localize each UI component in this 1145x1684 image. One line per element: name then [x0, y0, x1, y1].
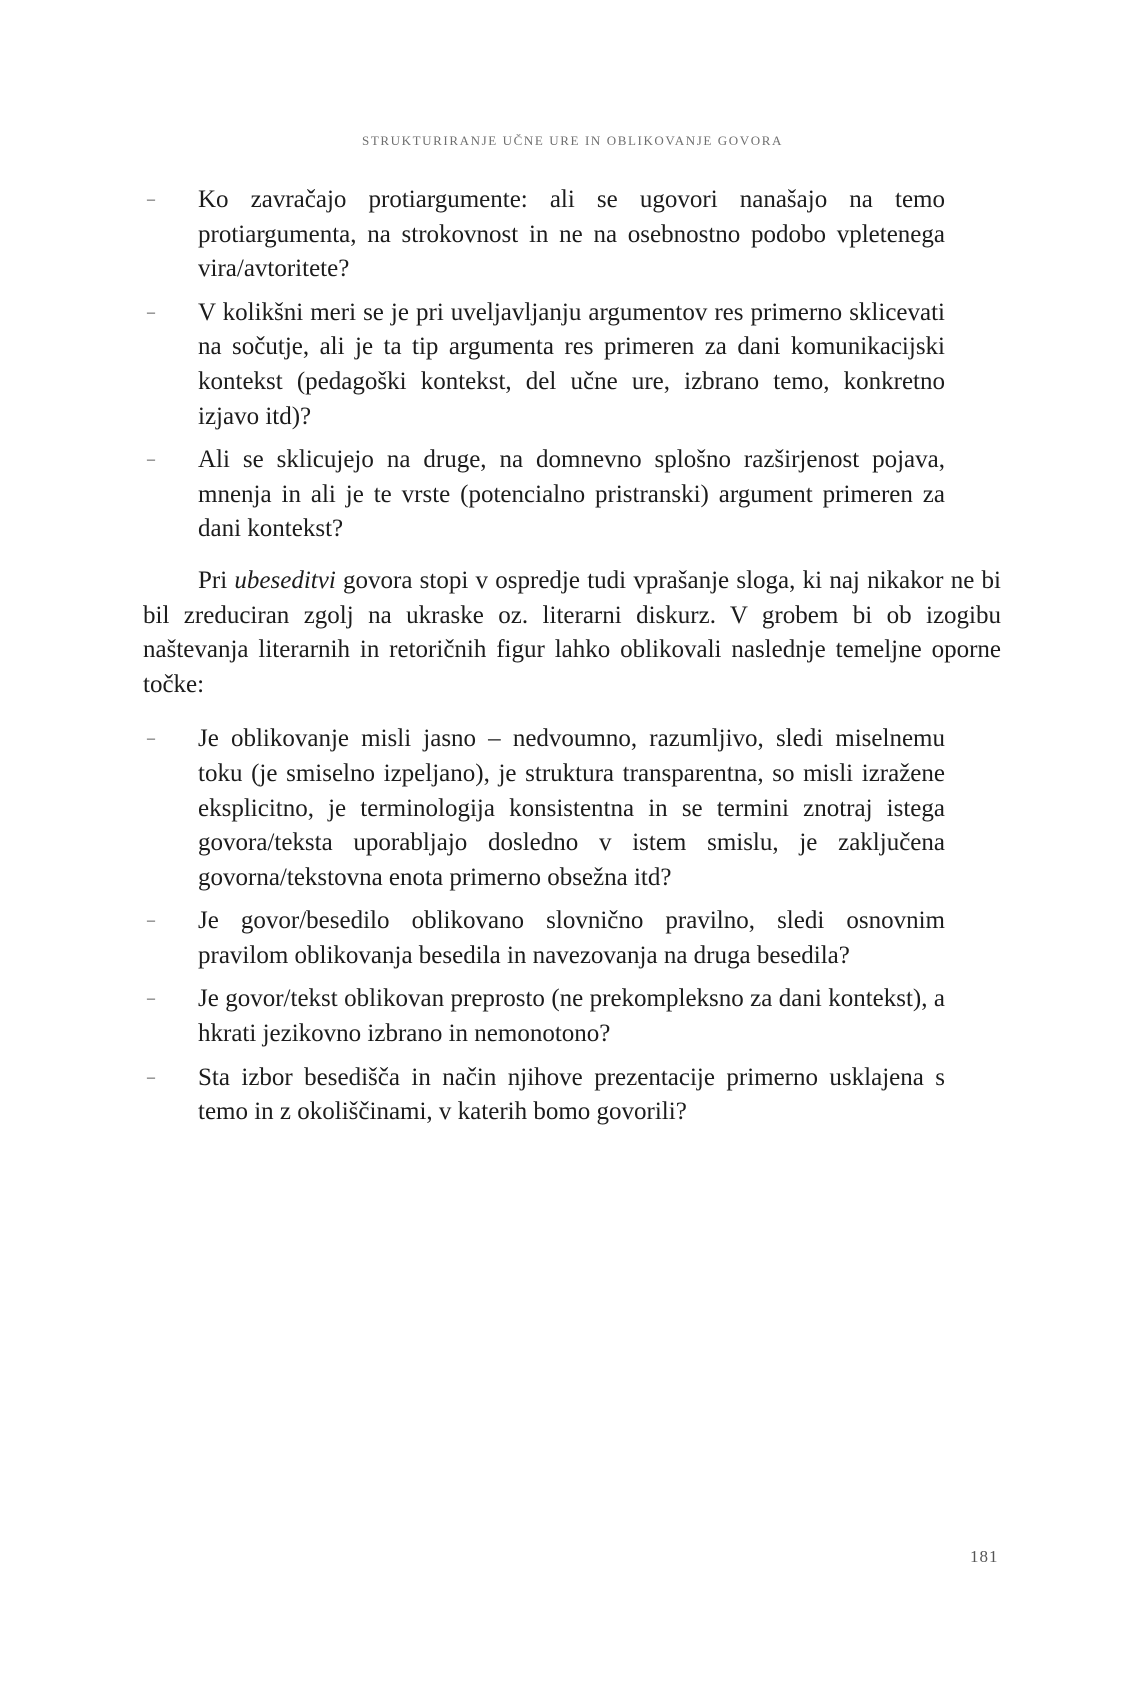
dash-bullet-icon: – [147, 730, 155, 748]
argument-checklist [143, 183, 1001, 547]
list-item-text: Ali se sklicujejo na druge, na domnevno splošno razširjenost pojava, mnenja in ali je te vrste (potencialno pristranski) argument primeren za dani kontekst? [198, 446, 945, 543]
paragraph-rest: govora stopi v ospredje tudi vprašanje sloga, ki naj nikakor ne bi bil zreduciran zgolj na ukraske oz. literarni diskurz. V grobem bi ob izogibu naštevanja literarnih in retoričnih figur lahko oblikovali naslednje temeljne oporne točke: [143, 566, 1001, 698]
list-item [143, 443, 945, 547]
list-item [143, 982, 945, 1051]
list-item-text: Je govor/tekst oblikovan preprosto (ne prekompleksno za dani kontekst), a hkrati jezikovno izbrano in nemonotono? [198, 985, 945, 1048]
list-item-text: V kolikšni meri se je pri uveljavljanju argumentov res primerno sklicevati na sočutje, ali je ta tip argumenta res primeren za dani komunikacijski kontekst (pedagoški kontekst, del učne ure, izbrano temo, konkretno izjavo itd)? [198, 298, 945, 430]
list-item-text: Ko zavračajo protiargumente: ali se ugovori nanašajo na temo protiargumenta, na strokovnost in ne na osebnostno podobo vpletenega vira/avtoritete? [198, 186, 945, 283]
style-checklist [143, 722, 1001, 1130]
dash-bullet-icon: – [147, 912, 155, 930]
list-item [143, 183, 945, 287]
list-item [143, 904, 945, 973]
list-item-text: Je oblikovanje misli jasno – nedvoumno, razumljivo, sledi miselnemu toku (je smiselno izpeljano), je struktura transparentna, so misli izražene eksplicitno, je terminologija konsistentna in se termini znotraj istega govora/teksta uporabljajo dosledno v istem smislu, je zaključena govorna/tekstovna enota primerno obsežna itd? [198, 725, 945, 891]
paragraph-emphasis: ubeseditvi [234, 566, 336, 594]
body-paragraph [143, 564, 1001, 702]
paragraph-lead: Pri [198, 566, 235, 594]
running-header: STRUKTURIRANJE UČNE URE IN OBLIKOVANJE GOVORA [362, 133, 783, 148]
list-item [143, 1061, 945, 1130]
page-body [143, 183, 1001, 1139]
dash-bullet-icon: – [147, 303, 155, 321]
page-number: 181 [970, 1547, 999, 1566]
list-item [143, 296, 945, 434]
list-item [143, 722, 945, 895]
dash-bullet-icon: – [147, 990, 155, 1008]
dash-bullet-icon: – [147, 191, 155, 208]
dash-bullet-icon: – [147, 451, 155, 469]
dash-bullet-icon: – [147, 1068, 155, 1086]
list-item-text: Je govor/besedilo oblikovano slovnično pravilno, sledi osnovnim pravilom oblikovanja besedila in navezovanja na druga besedila? [198, 907, 945, 969]
list-item-text: Sta izbor besedišča in način njihove prezentacije primerno usklajena s temo in z okoliščinami, v katerih bomo govorili? [198, 1063, 945, 1126]
